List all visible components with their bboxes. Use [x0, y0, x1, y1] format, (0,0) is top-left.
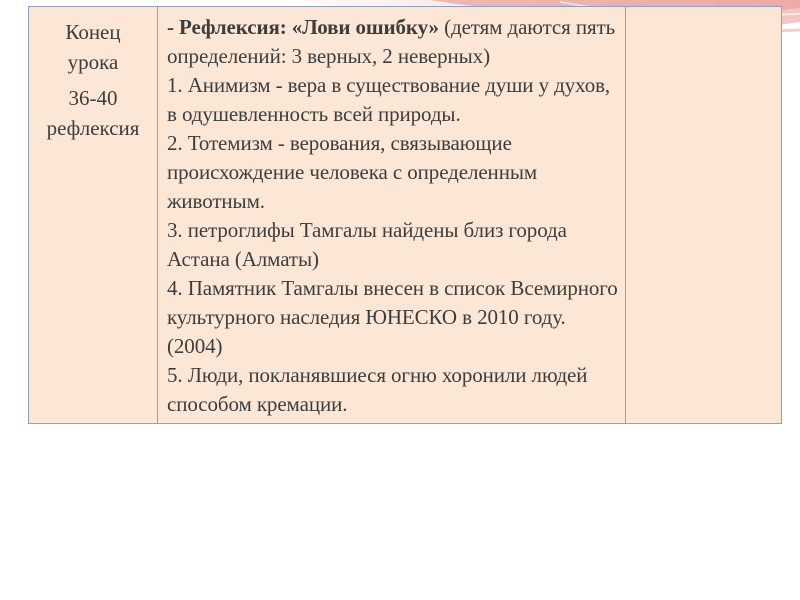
- stage-type: рефлексия: [46, 116, 140, 140]
- stage-label: Конец: [65, 20, 121, 44]
- lesson-plan-table: [28, 6, 782, 424]
- stage-label: урока: [67, 50, 119, 74]
- reflection-title: - Рефлексия: «Лови ошибку»: [167, 15, 439, 39]
- statement-item: 5. Люди, покланявшиеся огню хоронили людей способом кремации.: [167, 363, 588, 416]
- table-row: [29, 7, 782, 424]
- statement-item: 4. Памятник Тамгалы внесен в список Всемирного культурного наследия ЮНЕСКО в 2010 году. (2004): [167, 276, 618, 358]
- content-cell: [158, 7, 626, 424]
- statement-item: 1. Анимизм - вера в существование души у духов, в одушевленность всей природы.: [167, 73, 611, 126]
- reflection-instruction: (детям даются пять определений: 3 верных, 2 неверных): [167, 15, 616, 68]
- statement-item: 2. Тотемизм - верования, связывающие происхождение человека с определенным животным.: [167, 131, 538, 213]
- reflection-heading: [167, 13, 619, 71]
- statement-item: 3. петроглифы Тамгалы найдены близ города Астана (Алматы): [167, 218, 567, 271]
- stage-duration: 36-40: [68, 86, 118, 110]
- stage-cell: [29, 7, 158, 424]
- empty-cell: [626, 7, 782, 424]
